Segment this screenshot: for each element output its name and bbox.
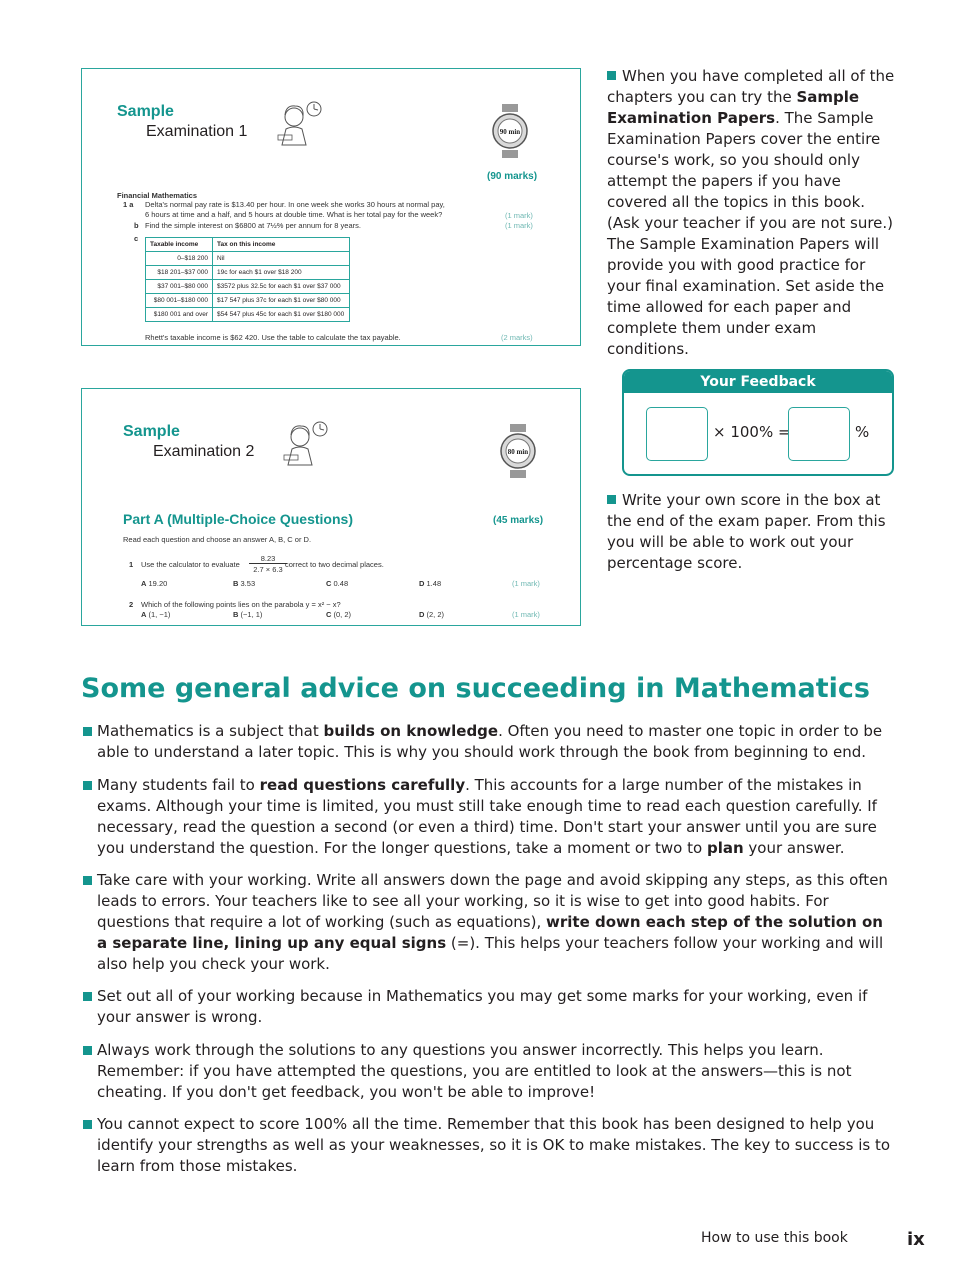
bullet-icon	[83, 727, 92, 736]
total-input-box	[788, 407, 850, 461]
q1-text-before: Use the calculator to evaluate	[141, 560, 240, 569]
q1a-line2: 6 hours at time and a half, and 5 hours at double time. What is her total pay for the week?	[145, 210, 443, 219]
table-row	[146, 280, 350, 294]
table-cell: $18 201–$37 000	[146, 266, 213, 280]
sample-exam-1-title: Sample	[117, 103, 174, 120]
table-cell: $180 001 and over	[146, 308, 213, 322]
table-row	[146, 308, 350, 322]
page-number: ix	[907, 1229, 925, 1250]
q1-option-d: D 1.48	[419, 579, 442, 588]
sample-exam-2-preview	[81, 388, 581, 626]
q2-option-b: B (−1, 1)	[233, 610, 263, 619]
table-header: Tax on this income	[213, 238, 350, 252]
sample-exam-1-preview	[81, 68, 581, 346]
table-header: Taxable income	[146, 238, 213, 252]
q1-marks: (1 mark)	[512, 579, 540, 588]
student-thinking-icon	[282, 419, 330, 469]
feedback-percent-sign: %	[855, 423, 870, 441]
advice-heading: Some general advice on succeeding in Mathematics	[81, 673, 870, 704]
q1c-text: Rhett's taxable income is $62 420. Use the table to calculate the tax payable.	[145, 333, 401, 342]
feedback-times-text: × 100% =	[713, 423, 791, 441]
q1b-marks: (1 mark)	[505, 221, 533, 230]
table-cell: 0–$18 200	[146, 252, 213, 266]
watch-time-label: 80 min	[507, 448, 529, 456]
table-cell: $54 547 plus 45c for each $1 over $180 000	[213, 308, 350, 322]
q1-number: 1	[129, 560, 134, 569]
q1-fraction-denominator: 2.7 × 6.3	[253, 565, 283, 574]
q1a-line1: Delta's normal pay rate is $13.40 per hour. In one week she works 30 hours at normal pay,	[145, 200, 445, 209]
table-cell: Nil	[213, 252, 350, 266]
table-row	[146, 266, 350, 280]
advice-item: Many students fail to read questions carefully. This accounts for a large number of the mistakes in exams. Although your time is limited, you must still take enough time to read each question carefully. If necessary, read the question a second (or even a third) time. Don't start your answer until you are sure you understand the question. For the longer questions, take a moment or two to plan your answer.	[83, 775, 898, 859]
q2-option-c: C (0, 2)	[326, 610, 352, 619]
table-cell: $80 001–$180 000	[146, 294, 213, 308]
q1-fraction-numerator: 8.23	[249, 554, 287, 564]
sample-exam-1-subtitle: Examination 1	[146, 123, 248, 140]
q2-number: 2	[129, 600, 134, 609]
table-row	[146, 294, 350, 308]
q1c-marks: (2 marks)	[501, 333, 533, 342]
advice-item: Mathematics is a subject that builds on knowledge. Often you need to master one topic in order to be able to understand a later topic. This is why you should work through the book from beginning to end.	[83, 721, 898, 763]
footer-section-name: How to use this book	[701, 1230, 848, 1246]
q1a-number: 1 a	[123, 200, 134, 209]
q1-option-b: B 3.53	[233, 579, 256, 588]
bullet-icon	[607, 495, 616, 504]
total-marks: (90 marks)	[487, 171, 538, 182]
advice-item: You cannot expect to score 100% all the time. Remember that this book has been designed to help you identify your strengths as well as your weaknesses, so it is OK to make mistakes. The key to success is to learn from those mistakes.	[83, 1114, 898, 1177]
advice-item: Take care with your working. Write all answers down the page and avoid skipping any steps, as this often leads to errors. Your teachers like to see all your working, so it is wise to get into good habits. For questions that require a lot of working (such as equations), write down each step of the solution on a separate line, lining up any equal signs (=). This helps your teachers follow your working and will also help you check your work.	[83, 870, 898, 975]
q2-option-d: D (2, 2)	[419, 610, 445, 619]
bullet-icon	[83, 781, 92, 790]
tax-table	[145, 237, 350, 322]
advice-item: Set out all of your working because in Mathematics you may get some marks for your working, even if your answer is wrong.	[83, 986, 898, 1028]
instruction-text: Read each question and choose an answer A, B, C or D.	[123, 535, 312, 544]
student-thinking-icon	[276, 99, 324, 149]
bullet-icon	[83, 992, 92, 1001]
q1b-text: Find the simple interest on $6800 at 7½% per annum for 8 years.	[145, 221, 361, 230]
score-paragraph: Write your own score in the box at the end of the exam paper. From this you will be able to work out your percentage score.	[607, 491, 886, 572]
q1b-number: b	[134, 221, 139, 230]
bullet-icon	[607, 71, 616, 80]
bullet-icon	[83, 876, 92, 885]
q1-option-a: A 19.20	[141, 579, 168, 588]
bullet-icon	[83, 1120, 92, 1129]
q1a-marks: (1 mark)	[505, 211, 533, 220]
section-title: Financial Mathematics	[117, 191, 198, 200]
part-a-title: Part A (Multiple-Choice Questions)	[123, 511, 353, 527]
bullet-icon	[83, 1046, 92, 1055]
feedback-title: Your Feedback	[624, 371, 892, 393]
stopwatch-icon	[500, 423, 536, 479]
score-input-box	[646, 407, 708, 461]
advice-item: Always work through the solutions to any questions you answer incorrectly. This helps you learn. Remember: if you have attempted the questions, you are entitled to look at the answers—this is not cheating. If you don't get feedback, you won't be able to improve!	[83, 1040, 898, 1103]
total-marks: (45 marks)	[493, 515, 544, 526]
stopwatch-icon	[492, 103, 528, 159]
q1c-number: c	[134, 234, 139, 243]
table-cell: $17 547 plus 37c for each $1 over $80 000	[213, 294, 350, 308]
table-header-row	[146, 238, 350, 252]
q2-marks: (1 mark)	[512, 610, 540, 619]
watch-time-label: 90 min	[499, 128, 521, 136]
feedback-box	[622, 369, 894, 476]
table-cell: $37 001–$80 000	[146, 280, 213, 294]
table-row	[146, 252, 350, 266]
q1-option-c: C 0.48	[326, 579, 349, 588]
table-cell: 19c for each $1 over $18 200	[213, 266, 350, 280]
sample-exam-2-subtitle: Examination 2	[153, 443, 255, 460]
sample-papers-paragraph: When you have completed all of the chapters you can try the Sample Examination Papers. The Sample Examination Papers cover the entire course's work, so you should only attempt the papers if you have covered all the topics in this book. (Ask your teacher if you are not sure.) The Sample Examination Papers will provide you with good practice for your final examination. Set aside the time allowed for each paper and complete them under exam conditions.	[607, 67, 895, 358]
sample-exam-2-title: Sample	[123, 423, 180, 440]
table-cell: $3572 plus 32.5c for each $1 over $37 000	[213, 280, 350, 294]
q2-option-a: A (1, −1)	[141, 610, 171, 619]
q1-text-after: correct to two decimal places.	[285, 560, 384, 569]
q2-text: Which of the following points lies on the parabola y = x² − x?	[141, 600, 341, 609]
